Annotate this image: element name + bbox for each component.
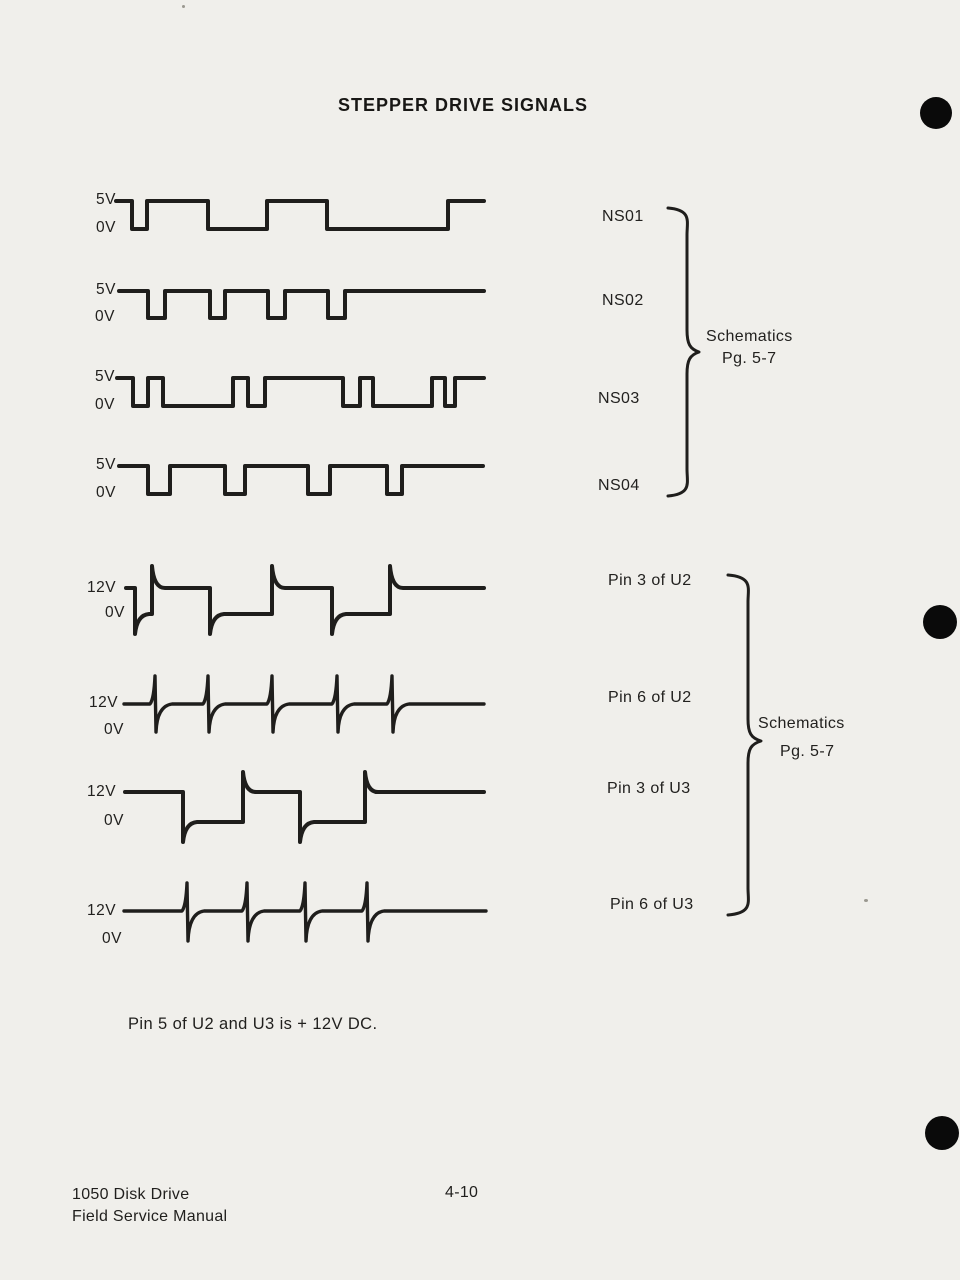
- page-number: 4-10: [445, 1184, 479, 1201]
- signal-name-ns03: NS03: [598, 390, 640, 407]
- voltage-low-label-ns02: 0V: [95, 308, 115, 325]
- footer-manual-id: [72, 1184, 227, 1228]
- schematics-note-1-line2: Pg. 5-7: [722, 350, 777, 367]
- signal-name-ns02: NS02: [602, 292, 644, 309]
- voltage-high-label-ns01: 5V: [96, 191, 116, 208]
- voltage-high-label-pin6-u3: 12V: [87, 902, 117, 919]
- schematics-note-1-line1: Schematics: [706, 328, 793, 345]
- voltage-low-label-ns04: 0V: [96, 484, 116, 501]
- punch-hole-dot-1: [920, 97, 952, 129]
- voltage-high-label-ns04: 5V: [96, 456, 116, 473]
- voltage-low-label-pin6-u3: 0V: [102, 930, 122, 947]
- punch-hole-dot-3: [925, 1116, 959, 1150]
- scan-speck-2: [864, 899, 868, 902]
- schematics-note-2-line2: Pg. 5-7: [780, 743, 835, 760]
- footer-line1: 1050 Disk Drive: [72, 1186, 190, 1203]
- voltage-high-label-ns02: 5V: [96, 281, 116, 298]
- voltage-low-label-pin3-u3: 0V: [104, 812, 124, 829]
- signal-name-pin3-u3: Pin 3 of U3: [607, 780, 691, 797]
- voltage-high-label-ns03: 5V: [95, 368, 115, 385]
- page-title: STEPPER DRIVE SIGNALS: [338, 95, 589, 115]
- signal-name-ns01: NS01: [602, 208, 644, 225]
- voltage-low-label-ns01: 0V: [96, 219, 116, 236]
- voltage-high-label-pin3-u3: 12V: [87, 783, 117, 800]
- signal-name-pin6-u3: Pin 6 of U3: [610, 896, 694, 913]
- scan-speck-1: [182, 5, 185, 8]
- punch-hole-dot-2: [923, 605, 957, 639]
- footer-line2: Field Service Manual: [72, 1208, 228, 1225]
- pin5-supply-note: Pin 5 of U2 and U3 is + 12V DC.: [128, 1015, 378, 1033]
- voltage-low-label-pin3-u2: 0V: [105, 604, 125, 621]
- schematics-note-2-line1: Schematics: [758, 715, 845, 732]
- signal-name-pin3-u2: Pin 3 of U2: [608, 572, 692, 589]
- voltage-low-label-ns03: 0V: [95, 396, 115, 413]
- voltage-low-label-pin6-u2: 0V: [104, 721, 124, 738]
- signal-name-pin6-u2: Pin 6 of U2: [608, 689, 692, 706]
- signal-name-ns04: NS04: [598, 477, 640, 494]
- voltage-high-label-pin3-u2: 12V: [87, 579, 117, 596]
- voltage-high-label-pin6-u2: 12V: [89, 694, 119, 711]
